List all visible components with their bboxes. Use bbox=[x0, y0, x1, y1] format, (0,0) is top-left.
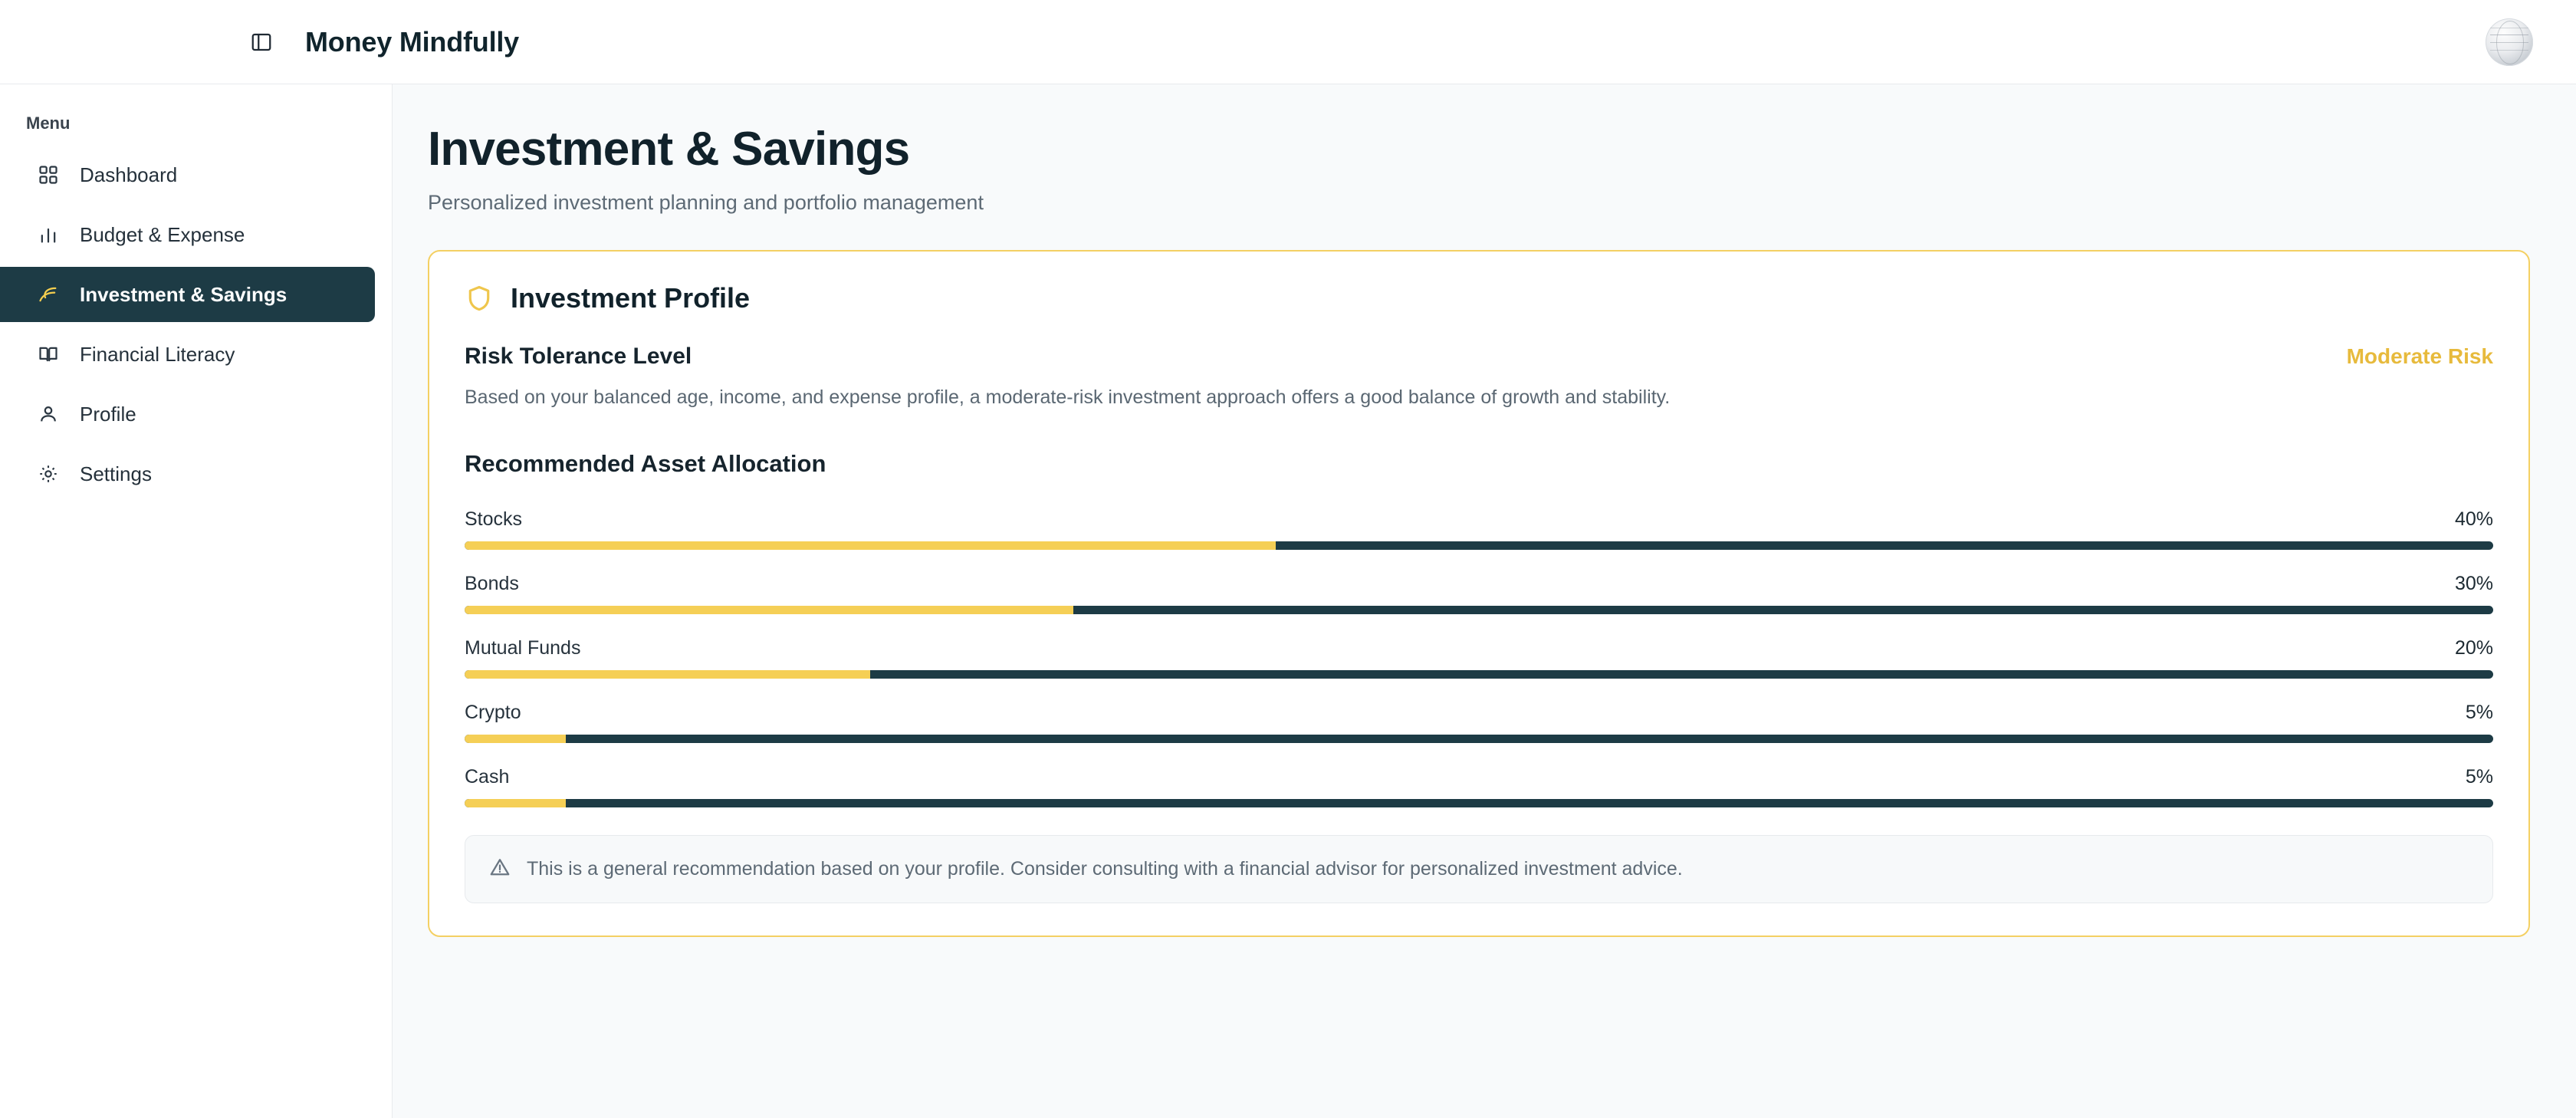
risk-tolerance-description: Based on your balanced age, income, and expense profile, a moderate-risk investment approach offers a good balance of growth and stability. bbox=[465, 386, 1671, 409]
warning-triangle-icon bbox=[488, 856, 511, 883]
card-title: Investment Profile bbox=[511, 282, 751, 314]
allocation-row-labels bbox=[465, 702, 2493, 724]
allocation-bar-fill bbox=[465, 541, 1276, 550]
page-title: Investment & Savings bbox=[428, 123, 910, 176]
sidebar-toggle-icon[interactable] bbox=[244, 25, 279, 60]
allocation-bar-fill bbox=[465, 735, 566, 743]
allocation-row-labels bbox=[465, 508, 2493, 531]
avatar[interactable] bbox=[2486, 18, 2533, 66]
allocation-label: Mutual Funds bbox=[465, 637, 581, 659]
sidebar-item-settings[interactable] bbox=[17, 446, 375, 501]
risk-tolerance-label: Risk Tolerance Level bbox=[465, 344, 692, 370]
sidebar-item-label: Budget & Expense bbox=[80, 222, 245, 246]
sidebar-item-label: Profile bbox=[80, 402, 136, 426]
topbar-right-cluster bbox=[2486, 18, 2533, 66]
sidebar bbox=[0, 84, 393, 1118]
allocation-value: 40% bbox=[2454, 508, 2493, 531]
allocation-bar-track bbox=[465, 606, 2493, 614]
sidebar-item-label: Dashboard bbox=[80, 163, 178, 186]
book-open-icon bbox=[35, 341, 61, 367]
card-header bbox=[465, 282, 2493, 314]
allocation-bar-track bbox=[465, 735, 2493, 743]
shield-icon bbox=[465, 284, 494, 313]
allocation-value: 5% bbox=[2465, 702, 2493, 724]
sidebar-item-dashboard[interactable] bbox=[17, 147, 375, 202]
app-brand-title: Money Mindfully bbox=[305, 25, 519, 58]
allocation-bar-fill bbox=[465, 606, 1073, 614]
bar-chart-icon bbox=[35, 222, 61, 248]
allocation-bar-track bbox=[465, 541, 2493, 550]
status-badge: Moderate Risk bbox=[2346, 344, 2493, 369]
allocation-row-mutual-funds bbox=[465, 637, 2493, 679]
sidebar-toggle-glyph bbox=[250, 31, 273, 54]
allocation-label: Stocks bbox=[465, 508, 523, 531]
sidebar-section-label: Menu bbox=[26, 113, 71, 133]
allocation-bar-track bbox=[465, 799, 2493, 807]
allocation-value: 5% bbox=[2465, 766, 2493, 788]
main-content bbox=[393, 84, 2576, 1118]
allocation-row-labels bbox=[465, 637, 2493, 659]
allocation-row-labels bbox=[465, 766, 2493, 788]
disclaimer-text: This is a general recommendation based on your profile. Consider consulting with a financial advisor for personalized investment advice. bbox=[527, 858, 1683, 880]
sidebar-item-financial-literacy[interactable] bbox=[17, 327, 375, 382]
allocation-value: 30% bbox=[2454, 573, 2493, 595]
allocation-bar-track bbox=[465, 670, 2493, 679]
allocation-label: Crypto bbox=[465, 702, 521, 724]
sidebar-item-budget-expense[interactable] bbox=[17, 207, 375, 262]
page-subtitle: Personalized investment planning and portfolio management bbox=[428, 191, 984, 215]
top-bar bbox=[0, 0, 2576, 84]
allocation-bar-fill bbox=[465, 670, 870, 679]
sidebar-item-investment-savings[interactable] bbox=[0, 267, 375, 322]
investment-profile-card bbox=[428, 250, 2530, 937]
gear-icon bbox=[35, 461, 61, 487]
allocation-label: Cash bbox=[465, 766, 510, 788]
sidebar-item-label: Financial Literacy bbox=[80, 342, 235, 366]
user-icon bbox=[35, 401, 61, 427]
sidebar-item-label: Investment & Savings bbox=[80, 282, 288, 306]
body-row bbox=[0, 84, 2576, 1118]
risk-tolerance-row bbox=[465, 344, 2493, 370]
allocation-section-title: Recommended Asset Allocation bbox=[465, 450, 826, 478]
grid-icon bbox=[35, 162, 61, 188]
allocation-value: 20% bbox=[2454, 637, 2493, 659]
leaf-icon bbox=[35, 281, 61, 307]
allocation-row-stocks bbox=[465, 508, 2493, 550]
disclaimer-note bbox=[465, 835, 2493, 903]
allocation-bar-fill bbox=[465, 799, 566, 807]
sidebar-item-profile[interactable] bbox=[17, 386, 375, 442]
allocation-label: Bonds bbox=[465, 573, 519, 595]
allocation-row-bonds bbox=[465, 573, 2493, 614]
allocation-row-labels bbox=[465, 573, 2493, 595]
allocation-row-cash bbox=[465, 766, 2493, 807]
allocation-row-crypto bbox=[465, 702, 2493, 743]
sidebar-item-label: Settings bbox=[80, 462, 152, 485]
